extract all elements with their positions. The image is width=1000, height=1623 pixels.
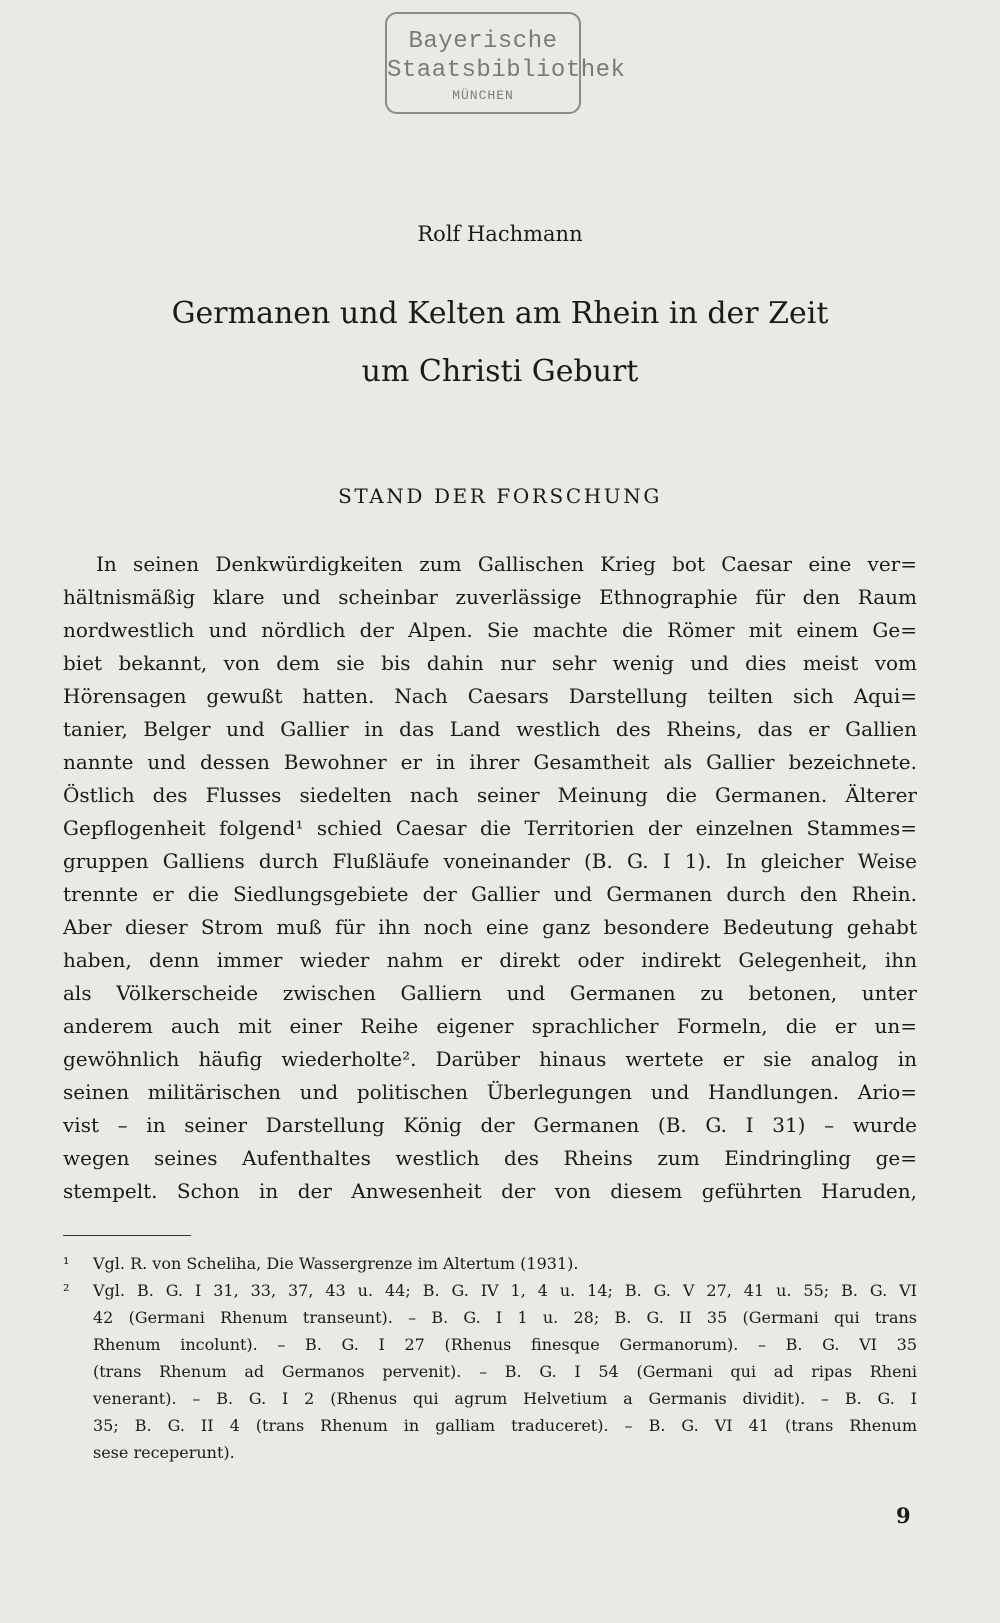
stamp-line-3: MÜNCHEN bbox=[452, 88, 514, 103]
body-line: nannte und dessen Bewohner er in ihrer Gesamtheit als Gallier bezeichnete. bbox=[63, 750, 917, 774]
body-line: wegen seines Aufenthaltes westlich des Rheins zum Eindringling ge= bbox=[63, 1146, 917, 1170]
body-line: stempelt. Schon in der Anwesenheit der von diesem geführten Haruden, bbox=[63, 1179, 917, 1203]
body-line: biet bekannt, von dem sie bis dahin nur sehr wenig und dies meist vom bbox=[63, 651, 917, 675]
footnote-2-number: ² bbox=[63, 1281, 70, 1300]
section-heading: STAND DER FORSCHUNG bbox=[338, 484, 662, 508]
body-line: Östlich des Flusses siedelten nach seiner Meinung die Germanen. Älterer bbox=[63, 783, 917, 807]
body-line: als Völkerscheide zwischen Galliern und Germanen zu betonen, unter bbox=[63, 981, 917, 1005]
footnote-divider bbox=[63, 1235, 191, 1236]
body-line: trennte er die Siedlungsgebiete der Gallier und Germanen durch den Rhein. bbox=[63, 882, 917, 906]
footnote-1 bbox=[63, 1250, 917, 1277]
body-line: Hörensagen gewußt hatten. Nach Caesars Darstellung teilten sich Aqui= bbox=[63, 684, 917, 708]
footnote-2-line: Rhenum incolunt). – B. G. I 27 (Rhenus finesque Germanorum). – B. G. VI 35 bbox=[93, 1335, 917, 1354]
author-name: Rolf Hachmann bbox=[417, 222, 583, 246]
body-line: anderem auch mit einer Reihe eigener sprachlicher Formeln, die er un= bbox=[63, 1014, 917, 1038]
body-line: vist – in seiner Darstellung König der Germanen (B. G. I 31) – wurde bbox=[63, 1113, 917, 1137]
body-line: Aber dieser Strom muß für ihn noch eine ganz besondere Bedeutung gehabt bbox=[63, 915, 917, 939]
body-line: gewöhnlich häufig wiederholte². Darüber hinaus wertete er sie analog in bbox=[63, 1047, 917, 1071]
footnote-1-text: Vgl. R. von Scheliha, Die Wassergrenze im Altertum (1931). bbox=[93, 1254, 579, 1273]
page-number: 9 bbox=[896, 1503, 911, 1528]
body-line: Gepflogenheit folgend¹ schied Caesar die Territorien der einzelnen Stammes= bbox=[63, 816, 917, 840]
body-line: gruppen Galliens durch Flußläufe voneinander (B. G. I 1). In gleicher Weise bbox=[63, 849, 917, 873]
body-line: hältnismäßig klare und scheinbar zuverlässige Ethnographie für den Raum bbox=[63, 585, 917, 609]
footnote-2-line: Vgl. B. G. I 31, 33, 37, 43 u. 44; B. G. IV 1, 4 u. 14; B. G. V 27, 41 u. 55; B. G. VI bbox=[93, 1281, 917, 1300]
footnote-2-line: 42 (Germani Rhenum transeunt). – B. G. I 1 u. 28; B. G. II 35 (Germani qui trans bbox=[93, 1308, 917, 1327]
body-line: nordwestlich und nördlich der Alpen. Sie machte die Römer mit einem Ge= bbox=[63, 618, 917, 642]
title-line-2: um Christi Geburt bbox=[361, 354, 639, 389]
title-line-1: Germanen und Kelten am Rhein in der Zeit bbox=[171, 296, 829, 331]
footnote-2-line: (trans Rhenum ad Germanos pervenit). – B. G. I 54 (Germani qui ad ripas Rheni bbox=[93, 1362, 917, 1381]
body-line: haben, denn immer wieder nahm er direkt oder indirekt Gelegenheit, ihn bbox=[63, 948, 917, 972]
body-text bbox=[63, 548, 917, 1208]
footnote-2-line: sese receperunt). bbox=[93, 1443, 235, 1462]
footnotes bbox=[63, 1250, 917, 1466]
footnote-2-line: venerant). – B. G. I 2 (Rhenus qui agrum Helvetium a Germanis dividit). – B. G. I bbox=[93, 1389, 917, 1408]
article-title bbox=[80, 285, 920, 401]
body-line: In seinen Denkwürdigkeiten zum Gallischen Krieg bot Caesar eine ver= bbox=[96, 552, 917, 576]
library-stamp bbox=[385, 12, 626, 114]
footnote-1-number: ¹ bbox=[63, 1254, 70, 1273]
stamp-line-2: Staatsbibliothek bbox=[387, 57, 626, 84]
footnote-2-line: 35; B. G. II 4 (trans Rhenum in galliam traduceret). – B. G. VI 41 (trans Rhenum bbox=[93, 1416, 917, 1435]
stamp-line-1: Bayerische bbox=[408, 28, 558, 55]
body-line: tanier, Belger und Gallier in das Land westlich des Rheins, das er Gallien bbox=[63, 717, 917, 741]
body-line: seinen militärischen und politischen Überlegungen und Handlungen. Ario= bbox=[63, 1080, 917, 1104]
footnote-2 bbox=[63, 1277, 917, 1304]
